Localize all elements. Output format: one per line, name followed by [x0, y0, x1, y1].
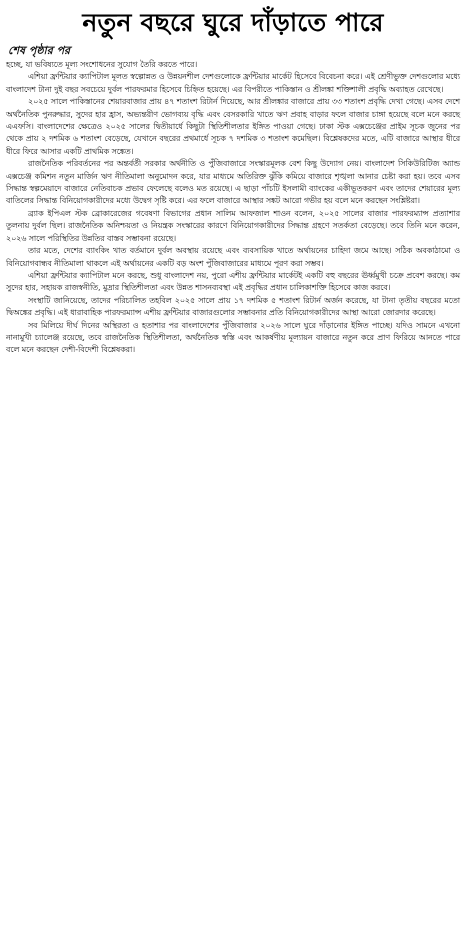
- paragraph-9: সব মিলিয়ে দীর্ঘ দিনের অস্থিরতা ও হতাশার পর বাংলাদেশের পুঁজিবাজার ২০২৬ সালে ঘুরে দাঁড়ানোর ইঙ্গিত পাচ্ছে। যদিও সামনে এখনো নানামুখী চ্যালেঞ্জ রয়েছে, তবে রাজনৈতিক স্থিতিশীলতা, অর্থনৈতিক স্বস্তি এবং আকর্ষণীয় মূল্যায়ন বাজারে নতুন করে প্রাণ ফিরিয়ে আনতে পারে বলে মনে করছেন দেশী-বিদেশী বিশ্লেষকরা।: [6, 320, 460, 355]
- paragraph-8: সংস্থাটি জানিয়েছে, তাদের পরিচালিত তহবিল ২০২৫ সালে প্রায় ১৭ দশমিক ৫ শতাংশ রিটার্ন অর্জন করেছে, যা টানা তৃতীয় বছরের মতো দ্বিঅঙ্কের প্রবৃদ্ধি। এই ধারাবাহিক পারফরম্যান্স এশীয় ফ্রন্টিয়ার বাজারগুলোর সম্ভাবনার প্রতি বিনিয়োগকারীদের আস্থা আরো জোরদার করেছে।: [6, 295, 460, 318]
- article-headline: নতুন বছরে ঘুরে দাঁড়াতে পারে: [82, 8, 384, 37]
- paragraph-5: ব্র্যাক ইপিএল স্টক ব্রোকারেজের গবেষণা বিভাগের প্রধান সালিম আফজাল শাওন বলেন, ২০২৫ সালের বাজার পারফরম্যান্স প্রত্যাশার তুলনায় দুর্বল ছিল। রাজনৈতিক অনিশ্চয়তা ও নিয়ন্ত্রক সংস্কারের কারণে বিনিয়োগকারীদের সিদ্ধান্ত গ্রহণে সতর্কতা বেড়েছে। তবে তিনি মনে করেন, ২০২৬ সালে পরিস্থিতির উন্নতির বাস্তব সম্ভাবনা রয়েছে।: [6, 208, 460, 243]
- continuation-label: শেষ পৃষ্ঠার পর: [8, 44, 71, 57]
- paragraph-3: ২০২৫ সালে পাকিস্তানের শেয়ারবাজার প্রায় ৪৭ শতাংশ রিটার্ন দিয়েছে, আর শ্রীলঙ্কার বাজারে প্রায় ৩৩ শতাংশ প্রবৃদ্ধি দেখা গেছে। এসব দেশে অর্থনৈতিক পুনরুদ্ধার, সুদের হার হ্রাস, অভ্যন্তরীণ ভোগব্যয় বৃদ্ধি এবং বেসরকারি খাতে ঋণ প্রবাহ বাড়ার ফলে বাজার চাঙ্গা হয়েছে বলে মনে করছে এএফসি। বাংলাদেশের ক্ষেত্রেও ২০২৫ সালের দ্বিতীয়ার্ধে কিছুটা স্থিতিশীলতার ইঙ্গিত পাওয়া গেছে। ঢাকা স্টক এক্সচেঞ্জের প্রাইম সূচক জুনের পর থেকে প্রায় ২ দশমিক ৬ শতাংশ বেড়েছে, যেখানে বছরের প্রথমার্ধে সূচক ৭ দশমিক ৩ শতাংশ কমেছিল। বিশ্লেষকদের মতে, এটি বাজারে আস্থার ধীরে ধীরে ফিরে আসার একটি প্রাথমিক সঙ্কেত।: [6, 97, 460, 156]
- paragraph-7: এশিয়া ফ্রন্টিয়ার ক্যাপিটাল মনে করছে, শুধু বাংলাদেশ নয়, পুরো এশীয় ফ্রন্টিয়ার মার্কেটই একটি বহু বছরের ঊর্ধ্বমুখী চক্রে প্রবেশ করছে। কম সুদের হার, সহায়ক রাজস্বনীতি, মুদ্রার স্থিতিশীলতা এবং উন্নত শাসনব্যবস্থা এই প্রবৃদ্ধির প্রধান চালিকাশক্তি হিসেবে কাজ করবে।: [6, 270, 460, 293]
- paragraph-1: হচ্ছে, যা ভবিষ্যতে মূল্য সংশোধনের সুযোগ তৈরি করতে পারে।: [6, 60, 198, 69]
- article-body: [6, 59, 460, 357]
- paragraph-4: রাজনৈতিক পরিবর্তনের পর অন্তর্বর্তী সরকার অর্থনীতি ও পুঁজিবাজারে সংস্কারমূলক বেশ কিছু উদ্যোগ নেয়। বাংলাদেশ সিকিউরিটিজ অ্যান্ড এক্সচেঞ্জ কমিশন নতুন মার্জিন ঋণ নীতিমালা অনুমোদন করে, যার মাধ্যমে অতিরিক্ত ঝুঁকি কমিয়ে বাজারে শৃঙ্খলা আনার চেষ্টা করা হয়। তবে এসব সিদ্ধান্ত স্বল্পমেয়াদে বাজারে নেতিবাচক প্রভাব ফেলেছে বলেও মত রয়েছে। এ ছাড়া পাঁচটি ইসলামী ব্যাংকের একীভূতকরণ এবং তাদের শেয়ারের মূল্য বাতিলের সিদ্ধান্ত বিনিয়োগকারীদের মধ্যে উদ্বেগ সৃষ্টি করে। এর ফলে বাজারে আস্থার সঙ্কট আরো গভীর হয় বলে মনে করছেন সংশ্লিষ্টরা।: [6, 159, 460, 206]
- paragraph-6: তার মতে, দেশের ব্যাংকিং খাত বর্তমানে দুর্বল অবস্থায় রয়েছে এবং ব্যবসায়িক খাতে অর্থায়নের চাহিদা জমে আছে। সঠিক অবকাঠামো ও বিনিয়োগবান্ধব নীতিমালা থাকলে এই অর্থায়নের একটি বড় অংশ পুঁজিবাজারের মাধ্যমে পূরণ করা সম্ভব।: [6, 246, 460, 268]
- paragraph-2: এশিয়া ফ্রন্টিয়ার ক্যাপিটাল মূলত স্বল্পোন্নত ও উন্নয়নশীল দেশগুলোকে ফ্রন্টিয়ার মার্কেট হিসেবে বিবেচনা করে। এই শ্রেণীভুক্ত দেশগুলোর মধ্যে বাংলাদেশ টানা দুই বছর সবচেয়ে দুর্বল পারফরমার হিসেবে চিহ্নিত হয়েছে। এর বিপরীতে পাকিস্তান ও শ্রীলঙ্কা শক্তিশালী প্রবৃদ্ধি অব্যাহত রেখেছে।: [6, 72, 460, 94]
